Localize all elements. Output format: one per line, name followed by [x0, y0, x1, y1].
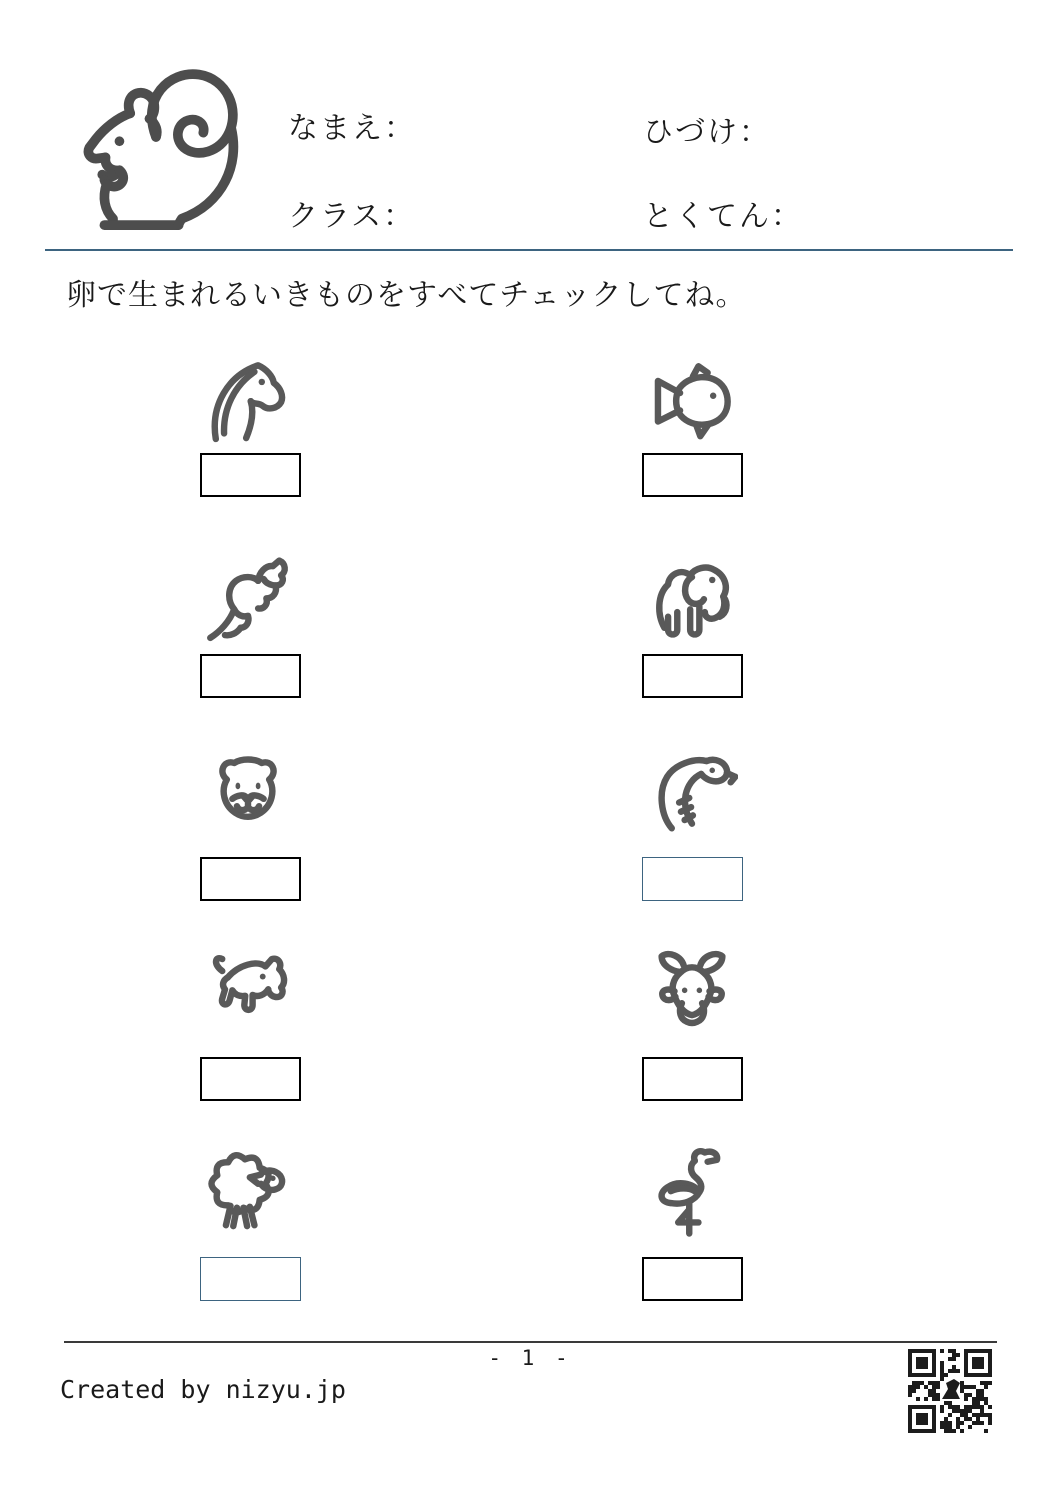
qr-code-icon: [908, 1349, 992, 1433]
horse-icon: [202, 358, 294, 450]
header-divider: [45, 249, 1013, 251]
elephant-icon: [646, 556, 738, 648]
fish-icon: [646, 358, 738, 450]
class-field-label: クラス：: [288, 199, 416, 234]
snake-icon: [646, 751, 738, 843]
score-field-label: とくてん：: [643, 199, 803, 234]
checkbox-bear[interactable]: [200, 857, 301, 901]
sheep-icon: [202, 1147, 294, 1239]
checkbox-flamingo[interactable]: [642, 1257, 743, 1301]
checkbox-snake[interactable]: [642, 857, 743, 901]
checkbox-horse[interactable]: [200, 453, 301, 497]
credit-text: Created by nizyu.jp: [60, 1375, 346, 1404]
bear-icon: [202, 751, 294, 843]
checkbox-kangaroo[interactable]: [200, 654, 301, 698]
question-text: 卵で生まれるいきものをすべてチェックしてね。: [66, 278, 747, 313]
name-field-label: なまえ：: [288, 111, 416, 146]
checkbox-ox[interactable]: [642, 1057, 743, 1101]
date-field-label: ひづけ：: [643, 115, 771, 150]
squirrel-icon: [70, 66, 242, 242]
footer-divider: [64, 1341, 997, 1343]
checkbox-pig[interactable]: [200, 1057, 301, 1101]
checkbox-fish[interactable]: [642, 453, 743, 497]
checkbox-sheep[interactable]: [200, 1257, 301, 1301]
pig-icon: [202, 948, 294, 1040]
flamingo-icon: [646, 1147, 738, 1239]
checkbox-elephant[interactable]: [642, 654, 743, 698]
page-number: - 1 -: [488, 1346, 572, 1370]
kangaroo-icon: [202, 556, 294, 648]
ox-icon: [646, 948, 738, 1040]
